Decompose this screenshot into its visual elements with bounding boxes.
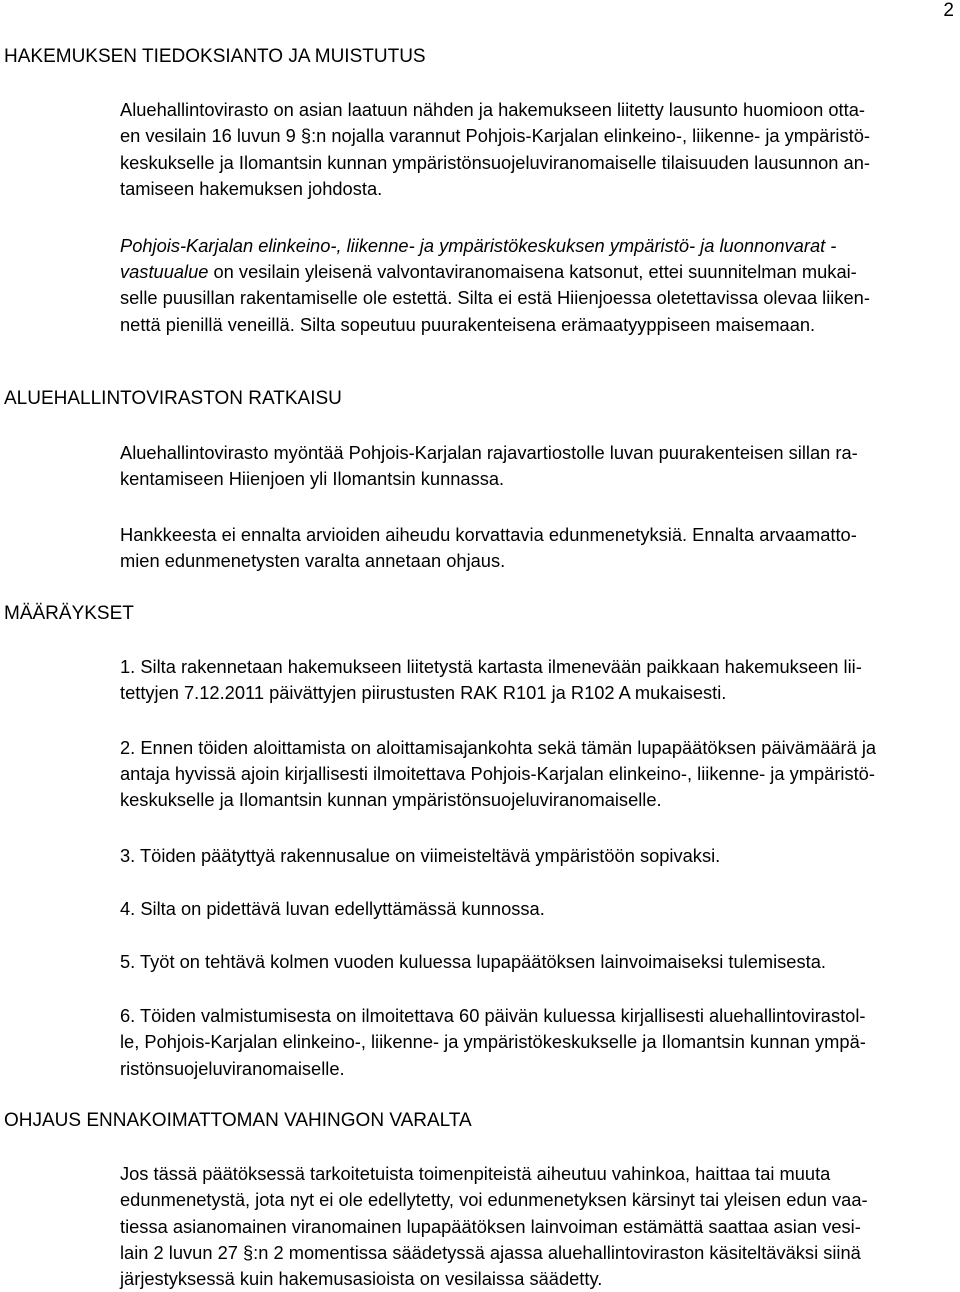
text-line: ristönsuojeluviranomaiselle. <box>120 1058 345 1079</box>
text-line: keskukselle ja Ilomantsin kunnan ympäristönsuojeluviranomaiselle tilaisuuden lausunnon an- <box>120 152 870 173</box>
section-heading-decision: ALUEHALLINTOVIRASTON RATKAISU <box>4 388 342 409</box>
text-line: tamiseen hakemuksen johdosta. <box>120 178 383 199</box>
text-line: antaja hyvissä ajoin kirjallisesti ilmoitettava Pohjois-Karjalan elinkeino-, liikenne- ja ympäristö- <box>120 763 875 784</box>
text-line <box>120 259 857 285</box>
text-line: järjestyksessä kuin hakemusasioista on vesilaissa säädetty. <box>120 1268 603 1289</box>
text-line: 5. Työt on tehtävä kolmen vuoden kuluessa lupapäätöksen lainvoimaiseksi tulemisesta. <box>120 951 826 972</box>
text-line: edunmenetystä, jota nyt ei ole edellytetty, voi edunmenetyksen kärsinyt tai yleisen edun vaa- <box>120 1189 868 1210</box>
text-line-italic: Pohjois-Karjalan elinkeino-, liikenne- ja ympäristökeskuksen ympäristö- ja luonnonvarat - <box>120 235 837 256</box>
text-span: on vesilain yleisenä valvontaviranomaisena katsonut, ettei suunnitelman mukai- <box>208 261 857 282</box>
text-line: tiessa asianomainen viranomainen lupapäätöksen lainvoiman estämättä saattaa asian vesi- <box>120 1216 861 1237</box>
text-line: tettyjen 7.12.2011 päivättyjen piirustusten RAK R101 ja R102 A mukaisesti. <box>120 682 727 703</box>
text-line: 1. Silta rakennetaan hakemukseen liitetystä kartasta ilmenevään paikkaan hakemukseen lii- <box>120 656 862 677</box>
page-number: 2 <box>943 0 954 21</box>
section-heading-regulations: MÄÄRÄYKSET <box>4 603 134 624</box>
section-heading-guidance: OHJAUS ENNAKOIMATTOMAN VAHINGON VARALTA <box>4 1110 472 1131</box>
section-heading-notice: HAKEMUKSEN TIEDOKSIANTO JA MUISTUTUS <box>4 46 426 67</box>
italic-text: vastuualue <box>120 261 209 282</box>
text-line: Aluehallintovirasto on asian laatuun nähden ja hakemukseen liitetty lausunto huomioon otta- <box>120 99 865 120</box>
text-line: lain 2 luvun 27 §:n 2 momentissa säädetyssä ajassa aluehallintoviraston käsiteltäväksi siinä <box>120 1242 861 1263</box>
text-line: Aluehallintovirasto myöntää Pohjois-Karjalan rajavartiostolle luvan puurakenteisen sillan ra- <box>120 442 858 463</box>
text-line: le, Pohjois-Karjalan elinkeino-, liikenne- ja ympäristökeskukselle ja Ilomantsin kunnan ympä- <box>120 1031 866 1052</box>
text-line: Hankkeesta ei ennalta arvioiden aiheudu korvattavia edunmenetyksiä. Ennalta arvaamatto- <box>120 524 857 545</box>
text-line: 4. Silta on pidettävä luvan edellyttämässä kunnossa. <box>120 898 545 919</box>
text-line: 2. Ennen töiden aloittamista on aloittamisajankohta sekä tämän lupapäätöksen päivämäärä ja <box>120 737 877 758</box>
text-line: 6. Töiden valmistumisesta on ilmoitettava 60 päivän kuluessa kirjallisesti aluehallintovirastol- <box>120 1005 866 1026</box>
text-line: en vesilain 16 luvun 9 §:n nojalla varannut Pohjois-Karjalan elinkeino-, liikenne- ja ympäristö- <box>120 125 870 146</box>
text-line: keskukselle ja Ilomantsin kunnan ympäristönsuojeluviranomaiselle. <box>120 789 662 810</box>
text-line: kentamiseen Hiienjoen yli Ilomantsin kunnassa. <box>120 468 505 489</box>
text-line: mien edunmenetysten varalta annetaan ohjaus. <box>120 550 506 571</box>
text-line: selle puusillan rakentamiselle ole estettä. Silta ei estä Hiienjoessa oletettavissa olevaa liiken- <box>120 287 870 308</box>
text-line: Jos tässä päätöksessä tarkoitetuista toimenpiteistä aiheutuu vahinkoa, haittaa tai muuta <box>120 1163 831 1184</box>
text-line: 3. Töiden päätyttyä rakennusalue on viimeisteltävä ympäristöön sopivaksi. <box>120 845 721 866</box>
text-line: nettä pienillä veneillä. Silta sopeutuu puurakenteisena erämaatyyppiseen maisemaan. <box>120 314 816 335</box>
